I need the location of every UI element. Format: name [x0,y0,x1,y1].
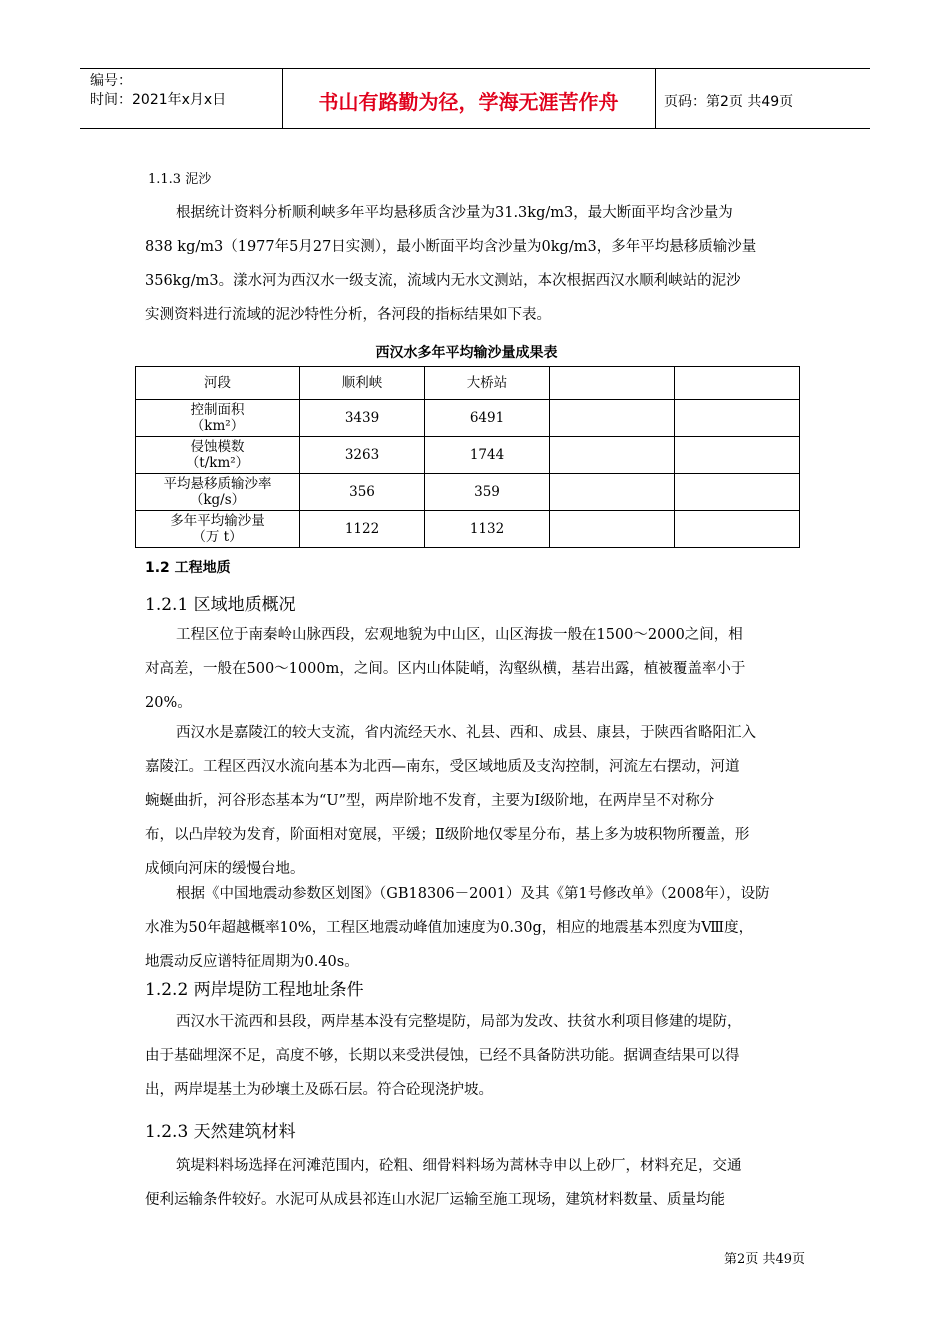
table-row [136,511,800,548]
text-line: 356kg/m3。漾水河为西汉水一级支流，流域内无水文测站，本次根据西汉水顺利峡站的泥沙 [145,273,741,289]
text-line: 工程区位于南秦岭山脉西段，宏观地貌为中山区，山区海拔一般在1500～2000之间，相 [176,627,743,643]
table-header-cell: 顺利峡 [300,367,425,400]
table-cell: 1132 [425,511,550,548]
table-cell: 3439 [300,400,425,437]
footer-page-number: 第2页 共49页 [724,1252,805,1267]
table-cell [550,437,675,474]
text-line: 20%。 [145,695,192,711]
header-number: 编号： [90,73,132,89]
table-cell [675,474,800,511]
text-line: 根据《中国地震动参数区划图》（GB18306－2001）及其《第1号修改单》（2008年），设防 [176,886,770,902]
header-top-rule [80,68,870,69]
section-title-123: 1.2.3 天然建筑材料 [145,1122,296,1142]
table-cell [675,400,800,437]
table-cell: 6491 [425,400,550,437]
sediment-table [135,366,800,548]
header-page-number: 页码：第2页 共49页 [664,94,794,110]
header-meta [90,72,226,110]
header-date: 时间：2021年x月x日 [90,92,227,108]
table-header-cell: 大桥站 [425,367,550,400]
text-line: 对高差，一般在500～1000m，之间。区内山体陡峭，沟壑纵横，基岩出露，植被覆盖率小于 [145,661,746,677]
text-line: 838 kg/m3（1977年5月27日实测），最小断面平均含沙量为0kg/m3，多年平均悬移质输沙量 [145,239,757,255]
table-row [136,474,800,511]
table-header-cell [550,367,675,400]
table-cell [550,400,675,437]
table-row-label: 控制面积 （km²） [136,400,300,437]
header-motto: 书山有路勤为径，学海无涯苦作舟 [318,90,619,114]
text-line: 西汉水是嘉陵江的较大支流，省内流经天水、礼县、西和、成县、康县，于陕西省略阳汇入 [176,725,756,741]
text-line: 成倾向河床的缓慢台地。 [145,861,305,877]
paragraph-sediment [145,196,810,332]
paragraph-embankment [145,1005,810,1107]
paragraph-materials [145,1149,810,1217]
table-cell: 359 [425,474,550,511]
paragraph-river [145,716,810,886]
table-cell: 3263 [300,437,425,474]
table-cell: 356 [300,474,425,511]
table-row-label: 多年平均输沙量 （万 t） [136,511,300,548]
table-cell [675,511,800,548]
paragraph-regional-geology [145,618,810,720]
section-title-121: 1.2.1 区域地质概况 [145,595,296,615]
table-title: 西汉水多年平均输沙量成果表 [375,345,558,361]
text-line: 蜿蜒曲折，河谷形态基本为“U”型，两岸阶地不发育，主要为Ⅰ级阶地，在两岸呈不对称分 [145,793,715,809]
table-cell [675,437,800,474]
text-line: 嘉陵江。工程区西汉水流向基本为北西—南东，受区域地质及支沟控制，河流左右摆动，河道 [145,759,740,775]
table-row [136,437,800,474]
text-line: 根据统计资料分析顺利峡多年平均悬移质含沙量为31.3kg/m3，最大断面平均含沙量为 [176,205,733,221]
header-divider-right [655,68,656,128]
paragraph-seismic [145,877,810,979]
table-cell [550,511,675,548]
text-line: 地震动反应谱特征周期为0.40s。 [145,954,359,970]
table-row [136,400,800,437]
section-title-122: 1.2.2 两岸堤防工程地址条件 [145,980,364,1000]
text-line: 实测资料进行流域的泥沙特性分析，各河段的指标结果如下表。 [145,307,551,323]
text-line: 便利运输条件较好。水泥可从成县祁连山水泥厂运输至施工现场，建筑材料数量、质量均能 [145,1192,725,1208]
text-line: 水准为50年超越概率10%，工程区地震动峰值加速度为0.30g，相应的地震基本烈度为Ⅷ度， [145,920,754,936]
table-header-cell [675,367,800,400]
text-line: 由于基础埋深不足，高度不够，长期以来受洪侵蚀，已经不具备防洪功能。据调查结果可以得 [145,1048,740,1064]
header-bottom-rule [80,128,870,129]
table-cell [550,474,675,511]
section-title-12: 1.2 工程地质 [145,560,231,576]
text-line: 筑堤料料场选择在河滩范围内，砼粗、细骨料料场为蒿林寺申以上砂厂，材料充足，交通 [176,1158,742,1174]
table-cell: 1122 [300,511,425,548]
text-line: 西汉水干流西和县段，两岸基本没有完整堤防，局部为发改、扶贫水利项目修建的堤防， [176,1014,742,1030]
table-row-label: 侵蚀模数 （t/km²） [136,437,300,474]
text-line: 出，两岸堤基土为砂壤土及砾石层。符合砼现浇护坡。 [145,1082,493,1098]
section-title-113: 1.1.3 泥沙 [148,172,212,187]
table-header-cell: 河段 [136,367,300,400]
table-cell: 1744 [425,437,550,474]
text-line: 布，以凸岸较为发育，阶面相对宽展，平缓；Ⅱ级阶地仅零星分布，基上多为坡积物所覆盖，形 [145,827,750,843]
table-header-row [136,367,800,400]
table-row-label: 平均悬移质输沙率 （kg/s） [136,474,300,511]
